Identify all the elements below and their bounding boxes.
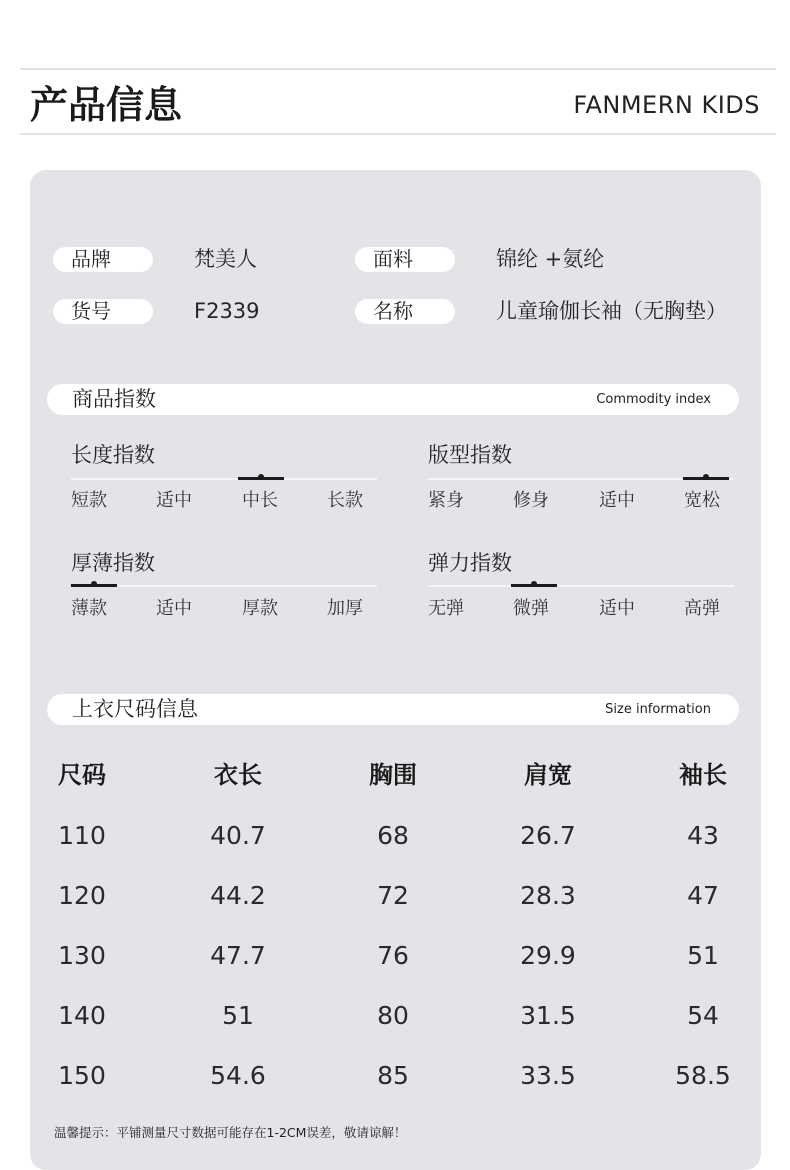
info-panel [30, 170, 761, 1170]
sleeve-col-header: 袖长 [679, 761, 727, 789]
fit-option: 紧身 [428, 490, 464, 511]
table-cell: 85 [377, 1061, 409, 1090]
length-option: 适中 [156, 490, 192, 511]
table-cell: 31.5 [520, 1001, 576, 1030]
table-cell: 47.7 [210, 941, 266, 970]
fit-option: 适中 [599, 490, 635, 511]
table-cell: 140 [58, 1001, 106, 1030]
elasticity-option: 微弹 [513, 598, 549, 619]
table-cell: 76 [377, 941, 409, 970]
table-cell: 26.7 [520, 821, 576, 850]
name-label: 名称 [355, 299, 455, 324]
fit-index-scale [428, 478, 734, 480]
thickness-option: 适中 [156, 598, 192, 619]
fit-option: 修身 [513, 490, 549, 511]
fabric-label: 面料 [355, 247, 455, 272]
brand-name: FANMERN KIDS [573, 91, 760, 119]
top-divider [20, 68, 776, 70]
table-cell: 47 [687, 881, 719, 910]
thickness-index-scale [71, 585, 377, 587]
length-option: 中长 [242, 490, 278, 511]
length-index-title: 长度指数 [71, 443, 155, 467]
sku-label: 货号 [53, 299, 153, 324]
size-col-header: 尺码 [58, 761, 106, 789]
size-info-bar [47, 694, 739, 725]
sku-value: F2339 [194, 299, 260, 323]
marker-dot [91, 581, 97, 587]
elasticity-option: 高弹 [684, 598, 720, 619]
measurement-note: 温馨提示：平铺测量尺寸数据可能存在1-2CM误差，敬请谅解！ [54, 1125, 407, 1140]
thickness-index-marker [71, 584, 117, 587]
fit-index-marker [683, 477, 729, 480]
commodity-index-title: 商品指数 [72, 387, 156, 411]
elasticity-index-scale [428, 585, 734, 587]
table-cell: 120 [58, 881, 106, 910]
size-info-subtitle: Size information [605, 702, 711, 717]
length-index-scale [71, 478, 377, 480]
table-cell: 43 [687, 821, 719, 850]
table-cell: 130 [58, 941, 106, 970]
fit-option: 宽松 [684, 490, 720, 511]
table-cell: 72 [377, 881, 409, 910]
marker-dot [258, 474, 264, 480]
thickness-option: 加厚 [327, 598, 363, 619]
table-cell: 54 [687, 1001, 719, 1030]
table-cell: 80 [377, 1001, 409, 1030]
thickness-option: 薄款 [71, 598, 107, 619]
table-cell: 68 [377, 821, 409, 850]
shoulder-col-header: 肩宽 [524, 761, 572, 789]
length-option: 长款 [327, 490, 363, 511]
table-cell: 51 [222, 1001, 254, 1030]
marker-dot [531, 581, 537, 587]
table-cell: 28.3 [520, 881, 576, 910]
brand-value: 梵美人 [194, 247, 257, 271]
chest-col-header: 胸围 [369, 761, 417, 789]
table-cell: 51 [687, 941, 719, 970]
length-index-marker [238, 477, 284, 480]
elasticity-option: 适中 [599, 598, 635, 619]
table-cell: 150 [58, 1061, 106, 1090]
table-cell: 44.2 [210, 881, 266, 910]
elasticity-index-title: 弹力指数 [428, 551, 512, 575]
table-cell: 40.7 [210, 821, 266, 850]
commodity-index-bar [47, 384, 739, 415]
size-info-title: 上衣尺码信息 [72, 697, 198, 721]
length-col-header: 衣长 [214, 761, 262, 789]
elasticity-index-marker [511, 584, 557, 587]
brand-label: 品牌 [53, 247, 153, 272]
table-cell: 110 [58, 821, 106, 850]
header-divider [20, 133, 776, 135]
commodity-index-subtitle: Commodity index [596, 392, 711, 407]
table-cell: 29.9 [520, 941, 576, 970]
page-title: 产品信息 [30, 83, 183, 127]
length-option: 短款 [71, 490, 107, 511]
name-value: 儿童瑜伽长袖（无胸垫） [496, 299, 727, 323]
thickness-option: 厚款 [242, 598, 278, 619]
fit-index-title: 版型指数 [428, 443, 512, 467]
fabric-value: 锦纶 +氨纶 [496, 247, 605, 271]
table-cell: 33.5 [520, 1061, 576, 1090]
table-cell: 58.5 [675, 1061, 731, 1090]
table-cell: 54.6 [210, 1061, 266, 1090]
marker-dot [703, 474, 709, 480]
thickness-index-title: 厚薄指数 [71, 551, 155, 575]
elasticity-option: 无弹 [428, 598, 464, 619]
